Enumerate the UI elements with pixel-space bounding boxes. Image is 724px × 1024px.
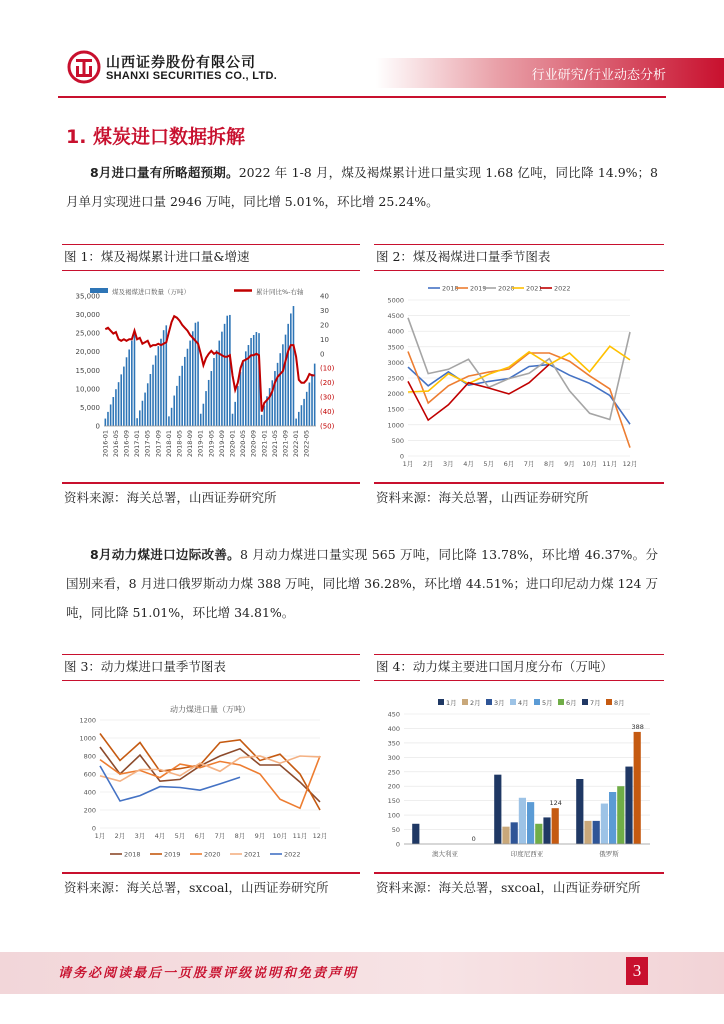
fig1-y-right-tick: 40: [320, 292, 329, 301]
paragraph-2-lead: 8月动力煤进口边际改善。: [90, 547, 240, 562]
fig4-y-tick: 100: [387, 811, 400, 820]
fig3-series-line: [100, 756, 320, 808]
company-name-en: SHANXI SECURITIES CO., LTD.: [106, 70, 278, 82]
fig1-y-left-tick: 25,000: [75, 329, 100, 338]
fig1-source: 资料来源：海关总署，山西证券研究所: [64, 490, 277, 505]
fig1-bar: [237, 386, 239, 426]
fig4-legend-swatch: [486, 699, 492, 705]
fig1-bar: [250, 338, 252, 426]
fig1-bar: [240, 372, 242, 426]
fig1-bar: [112, 397, 114, 426]
fig3-title: 图 3：动力煤进口量季节图表: [64, 659, 226, 674]
fig2-source: 资料来源：海关总署，山西证券研究所: [376, 490, 589, 505]
fig3-chart: [62, 684, 360, 868]
paragraph-1-lead: 8月进口量有所略超预期。: [90, 165, 239, 180]
fig1-bar: [245, 351, 247, 426]
fig2-x-tick: 8月: [543, 460, 555, 468]
fig3-x-tick: 10月: [272, 832, 288, 840]
fig1-bar: [287, 324, 289, 426]
fig1-bar: [144, 393, 146, 426]
fig1-y-right-tick: (50): [320, 422, 335, 431]
fig2-legend-label: 2018: [442, 284, 459, 293]
fig4-bar: [634, 732, 641, 844]
fig1-bar: [234, 402, 236, 426]
fig4-y-tick: 450: [387, 710, 400, 719]
fig1-bar: [192, 331, 194, 426]
fig1-bar: [232, 414, 234, 426]
fig1-title: 图 1：煤及褐煤累计进口量&增速: [64, 249, 250, 264]
fig1-bar: [261, 415, 263, 426]
fig2-x-tick: 10月: [582, 460, 598, 468]
fig1-bar: [105, 419, 107, 426]
fig1-y-right-tick: 20: [320, 321, 329, 330]
report-category: 行业研究/行业动态分析: [531, 68, 666, 83]
fig1-bar: [279, 353, 281, 426]
footer-disclaimer: 请务必阅读最后一页股票评级说明和免责声明: [58, 966, 359, 981]
fig3-x-tick: 4月: [154, 832, 166, 840]
fig3-bottom-rule: [62, 872, 360, 874]
fig1-bar: [150, 374, 152, 426]
fig3-x-tick: 3月: [134, 832, 146, 840]
fig1-x-tick: 2018-01: [164, 430, 173, 458]
fig1-bar: [195, 323, 197, 426]
fig2-title-rule: [374, 270, 664, 271]
fig1-bar: [224, 324, 226, 426]
fig2-x-tick: 3月: [443, 460, 454, 468]
fig2-y-tick: 1000: [387, 421, 404, 430]
fig4-legend-swatch: [558, 699, 564, 705]
fig2-x-tick: 6月: [503, 460, 515, 468]
fig3-source: 资料来源：海关总署，sxcoal，山西证券研究所: [64, 880, 329, 895]
fig3-legend-label: 2018: [124, 850, 141, 859]
fig4-bar: [412, 824, 419, 844]
fig2-x-tick: 2月: [422, 460, 434, 468]
fig1-bar: [184, 357, 186, 426]
fig2-x-tick: 12月: [622, 460, 638, 468]
fig2-y-tick: 1500: [387, 405, 404, 414]
fig4-legend-swatch: [534, 699, 540, 705]
fig1-bar: [208, 380, 210, 426]
fig1-bar: [136, 418, 138, 426]
fig4-legend-label: 7月: [590, 699, 601, 707]
fig2-y-tick: 500: [391, 436, 404, 445]
fig1-x-tick: 2019-09: [217, 430, 226, 458]
fig2-series-line: [408, 346, 630, 392]
fig1-bar: [128, 349, 130, 426]
fig1-y-left-tick: 0: [95, 422, 100, 431]
fig3-legend-label: 2019: [164, 850, 181, 859]
section-title: 1. 煤炭进口数据拆解: [66, 126, 246, 148]
company-logo-icon: [66, 50, 102, 84]
fig4-y-tick: 150: [387, 797, 400, 806]
fig4-bar: [511, 822, 518, 844]
fig1-x-tick: 2018-09: [186, 430, 195, 458]
fig1-bar: [221, 332, 223, 426]
fig4-bar: [535, 824, 542, 844]
fig1-y-right-tick: (30): [320, 393, 335, 402]
fig3-y-tick: 400: [83, 788, 96, 797]
fig1-top-rule: [62, 244, 360, 245]
fig4-legend-label: 3月: [494, 699, 505, 707]
fig4-bar: [576, 779, 583, 844]
fig3-legend-label: 2022: [284, 850, 301, 859]
fig1-x-tick: 2019-05: [207, 430, 216, 458]
fig2-y-tick: 4000: [387, 327, 404, 336]
fig1-bar: [142, 401, 144, 426]
fig4-bottom-rule: [374, 872, 664, 874]
fig1-bar: [120, 374, 122, 426]
fig3-legend-label: 2021: [244, 850, 261, 859]
fig1-bar: [253, 335, 255, 426]
fig1-bar: [187, 349, 189, 426]
fig1-bar: [226, 316, 228, 426]
fig1-bar: [181, 366, 183, 426]
fig4-y-tick: 250: [387, 768, 400, 777]
fig2-x-tick: 9月: [564, 460, 575, 468]
fig4-x-tick: 俄罗斯: [599, 850, 619, 858]
fig1-bar: [203, 404, 205, 426]
fig3-x-tick: 7月: [214, 832, 226, 840]
fig4-legend-swatch: [606, 699, 612, 705]
fig1-bar: [134, 331, 136, 426]
fig3-x-tick: 9月: [254, 832, 266, 840]
fig2-x-tick: 5月: [483, 460, 495, 468]
fig1-bottom-rule: [62, 482, 360, 484]
fig4-legend-label: 6月: [566, 699, 577, 707]
fig4-bar: [617, 786, 624, 844]
fig4-x-tick: 澳大利亚: [432, 850, 458, 858]
fig2-x-tick: 1月: [402, 460, 414, 468]
fig1-y-left-tick: 35,000: [75, 292, 100, 301]
fig1-bar: [152, 365, 154, 426]
fig3-x-tick: 6月: [194, 832, 206, 840]
paragraph-1: [66, 158, 658, 216]
fig2-legend-label: 2020: [498, 284, 515, 293]
fig1-bar: [242, 362, 244, 426]
fig1-y-right-tick: 0: [320, 350, 325, 359]
fig1-chart: [62, 274, 360, 478]
fig2-y-tick: 3500: [387, 343, 404, 352]
fig1-y-right-tick: 10: [320, 335, 329, 344]
fig4-source: 资料来源：海关总署，sxcoal，山西证券研究所: [376, 880, 641, 895]
fig4-title: 图 4：动力煤主要进口国月度分布（万吨）: [376, 659, 613, 674]
fig3-x-tick: 5月: [174, 832, 186, 840]
fig4-bar: [502, 827, 509, 844]
paragraph-2-body: 8 月动力煤进口量实现 565 万吨，同比降 13.78%，环比增 46.37%。分国别来看，8 月进口俄罗斯动力煤 388 万吨，同比增 36.28%，环比增 44.51%；进口印尼动力煤 124 万吨，同比降 51.01%，环比增 34.81%。: [66, 547, 658, 620]
fig4-y-tick: 200: [387, 782, 400, 791]
fig2-y-tick: 3000: [387, 358, 404, 367]
fig4-legend-label: 5月: [542, 699, 553, 707]
page-header: [0, 0, 724, 105]
fig1-bar: [110, 404, 112, 426]
fig1-bar: [118, 382, 120, 426]
fig1-legend-line-label: 累计同比%-右轴: [256, 288, 304, 296]
paragraph-2: [66, 540, 658, 627]
fig2-series-line: [408, 318, 630, 420]
fig3-y-tick: 1000: [79, 734, 96, 743]
fig2-legend-label: 2022: [554, 284, 571, 293]
header-divider: [58, 96, 666, 98]
fig4-y-tick: 0: [395, 840, 400, 849]
fig4-legend-label: 2月: [470, 699, 481, 707]
fig3-x-tick: 11月: [292, 832, 308, 840]
fig1-bar: [171, 408, 173, 426]
fig1-y-right-tick: (10): [320, 364, 335, 373]
fig1-bar: [216, 350, 218, 426]
fig1-bar: [303, 399, 305, 426]
paragraph-1-body: 2022 年 1-8 月，煤及褐煤累计进口量实现 1.68 亿吨，同比降 14.9%；8 月单月实现进口量 2946 万吨，同比增 5.01%，环比增 25.24%。: [66, 165, 658, 209]
fig1-x-tick: 2022-05: [302, 430, 311, 458]
fig1-y-right-tick: (40): [320, 408, 335, 417]
fig4-y-tick: 300: [387, 753, 400, 762]
fig1-x-tick: 2016-01: [101, 430, 110, 458]
fig3-title-rule: [62, 680, 360, 681]
fig4-legend-swatch: [510, 699, 516, 705]
fig3-x-tick: 12月: [312, 832, 328, 840]
fig1-bar: [309, 383, 311, 426]
fig4-y-tick: 400: [387, 724, 400, 733]
fig3-y-tick: 800: [83, 752, 96, 761]
fig4-bar: [519, 798, 526, 844]
fig1-bar: [295, 419, 297, 426]
fig1-bar: [147, 383, 149, 426]
fig2-series-line: [408, 352, 630, 448]
fig2-y-tick: 2000: [387, 390, 404, 399]
fig1-bar: [123, 367, 125, 426]
fig2-legend-label: 2021: [526, 284, 543, 293]
fig1-y-left-tick: 5,000: [79, 403, 100, 412]
fig1-bar: [155, 355, 157, 426]
fig4-bar: [609, 792, 616, 844]
fig4-data-label: 388: [631, 722, 644, 731]
fig1-bar: [107, 412, 109, 426]
fig3-top-rule: [62, 654, 360, 655]
fig3-x-tick: 2月: [114, 832, 126, 840]
fig1-bar: [200, 414, 202, 426]
fig4-bar: [584, 821, 591, 844]
fig2-y-tick: 2500: [387, 374, 404, 383]
fig1-bar: [293, 306, 295, 426]
fig2-y-tick: 0: [399, 452, 404, 461]
fig1-x-tick: 2021-05: [270, 430, 279, 458]
fig4-bar: [625, 767, 632, 844]
fig4-y-tick: 50: [391, 826, 400, 835]
fig1-bar: [306, 392, 308, 426]
fig1-bar: [314, 364, 316, 426]
fig4-legend-swatch: [462, 699, 468, 705]
fig1-x-tick: 2017-01: [133, 430, 142, 458]
fig3-legend-label: 2020: [204, 850, 221, 859]
fig1-bar: [197, 322, 199, 426]
fig2-x-tick: 7月: [523, 460, 535, 468]
company-name-cn: 山西证券股份有限公司: [106, 55, 256, 71]
fig3-x-tick: 8月: [234, 832, 246, 840]
fig4-legend-label: 8月: [614, 699, 625, 707]
fig4-x-tick: 印度尼西亚: [510, 850, 544, 858]
fig1-bar: [168, 416, 170, 426]
fig2-legend-label: 2019: [470, 284, 487, 293]
fig2-x-tick: 4月: [463, 460, 474, 468]
fig4-bar: [552, 808, 559, 844]
page-number: 3: [626, 957, 648, 985]
fig1-x-tick: 2020-09: [249, 430, 258, 458]
fig1-y-left-tick: 10,000: [75, 385, 100, 394]
fig1-x-tick: 2016-05: [111, 430, 120, 458]
fig2-bottom-rule: [374, 482, 664, 484]
fig2-y-tick: 4500: [387, 312, 404, 321]
fig3-x-tick: 1月: [94, 832, 106, 840]
fig2-chart: [374, 274, 664, 478]
fig1-bar: [131, 341, 133, 426]
fig4-bar: [593, 821, 600, 844]
fig1-bar: [290, 313, 292, 426]
fig1-bar: [205, 391, 207, 426]
fig4-legend-swatch: [438, 699, 444, 705]
fig1-y-left-tick: 15,000: [75, 366, 100, 375]
fig2-top-rule: [374, 244, 664, 245]
fig1-bar: [173, 396, 175, 426]
fig2-title: 图 2：煤及褐煤进口量季节图表: [376, 249, 551, 264]
fig1-x-tick: 2017-05: [143, 430, 152, 458]
fig4-y-tick: 350: [387, 739, 400, 748]
fig1-bar: [277, 363, 279, 426]
fig1-bar: [158, 346, 160, 426]
fig1-bar: [115, 389, 117, 426]
fig1-bar: [126, 357, 128, 426]
fig2-x-tick: 11月: [602, 460, 618, 468]
fig1-x-tick: 2020-05: [239, 430, 248, 458]
fig1-bar: [139, 410, 141, 426]
fig1-bar: [179, 376, 181, 426]
fig3-y-tick: 200: [83, 806, 96, 815]
fig1-bar: [282, 344, 284, 426]
fig1-bar: [264, 406, 266, 426]
fig1-bar: [189, 341, 191, 426]
fig4-data-label: 124: [549, 799, 562, 808]
fig1-x-tick: 2021-01: [260, 430, 269, 458]
fig1-bar: [285, 335, 287, 426]
fig3-inner-title: 动力煤进口量（万吨）: [170, 705, 250, 714]
fig1-title-rule: [62, 270, 360, 271]
fig1-x-tick: 2016-09: [122, 430, 131, 458]
fig3-y-tick: 1200: [79, 716, 96, 725]
fig1-y-left-tick: 30,000: [75, 311, 100, 320]
fig4-legend-label: 4月: [518, 699, 529, 707]
fig1-bar: [256, 332, 258, 426]
fig1-x-tick: 2019-01: [196, 430, 205, 458]
fig4-legend-label: 1月: [446, 699, 457, 707]
fig4-top-rule: [374, 654, 664, 655]
fig1-bar: [298, 412, 300, 426]
fig1-x-tick: 2017-09: [154, 430, 163, 458]
fig1-bar: [160, 339, 162, 426]
fig1-bar: [176, 386, 178, 426]
fig4-data-label: 0: [471, 835, 476, 843]
fig4-bar: [543, 817, 550, 844]
fig1-bar: [211, 371, 213, 426]
fig4-bar: [601, 804, 608, 844]
fig1-y-right-tick: (20): [320, 379, 335, 388]
fig4-legend-swatch: [582, 699, 588, 705]
fig3-series-line: [100, 756, 320, 781]
fig4-title-rule: [374, 680, 664, 681]
fig2-y-tick: 5000: [387, 296, 404, 305]
fig1-y-right-tick: 30: [320, 306, 329, 315]
fig4-bar: [494, 775, 501, 844]
fig1-bar: [311, 374, 313, 426]
fig4-bar: [527, 802, 534, 844]
fig1-y-left-tick: 20,000: [75, 348, 100, 357]
fig1-x-tick: 2022-01: [292, 430, 301, 458]
fig1-bar: [301, 405, 303, 426]
fig1-x-tick: 2021-09: [281, 430, 290, 458]
fig3-y-tick: 0: [91, 824, 96, 833]
fig4-chart: [374, 684, 664, 868]
fig1-bar: [229, 315, 231, 426]
fig3-y-tick: 600: [83, 770, 96, 779]
fig1-x-tick: 2018-05: [175, 430, 184, 458]
fig1-legend-bar-label: 煤及褐煤进口数量（万吨）: [112, 288, 190, 296]
fig1-x-tick: 2020-01: [228, 430, 237, 458]
fig1-bar: [213, 358, 215, 426]
